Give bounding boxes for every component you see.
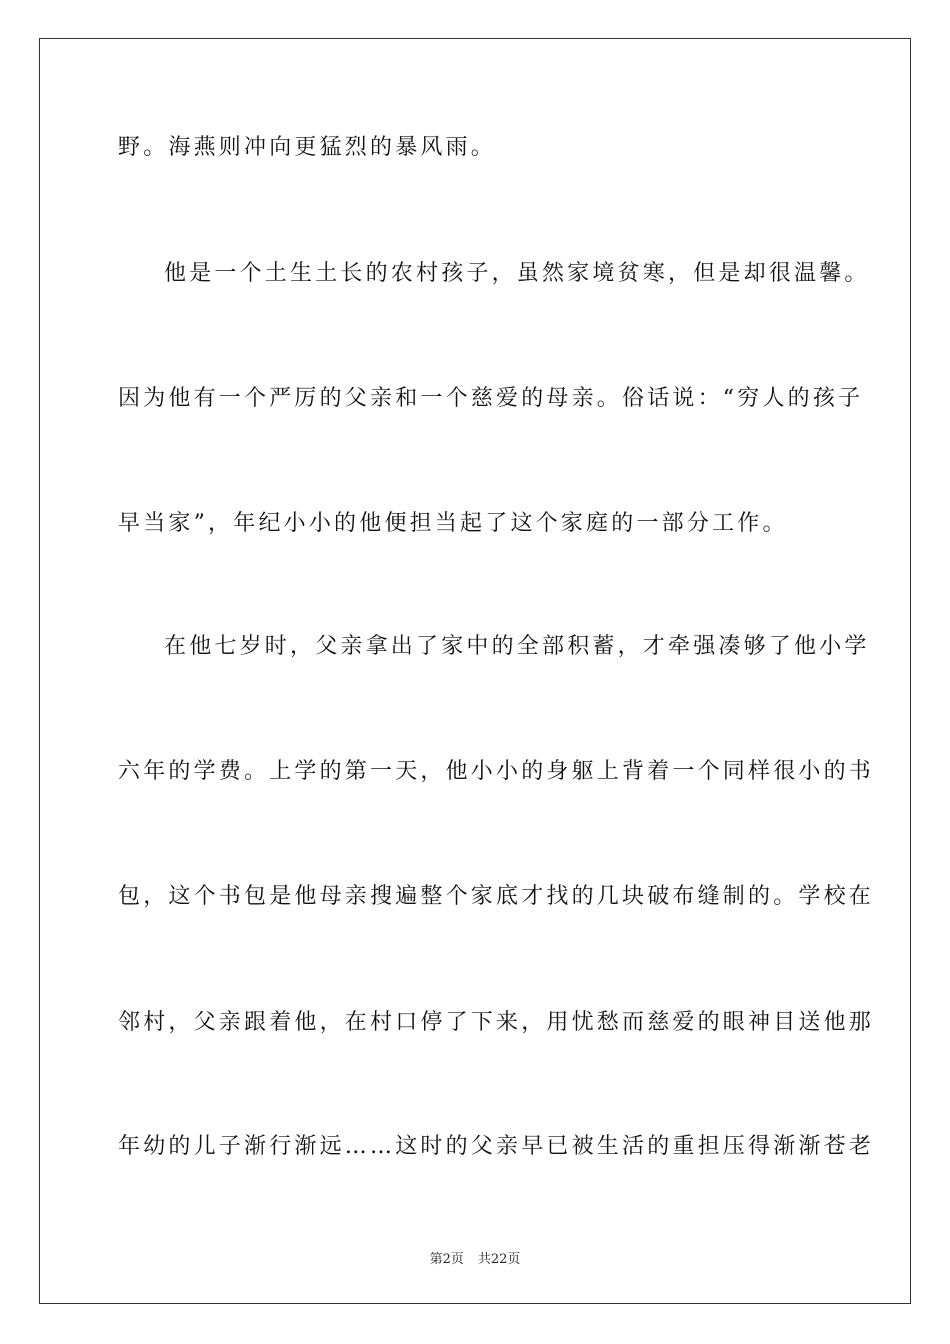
page-total: 共22页 xyxy=(477,1252,521,1267)
page-footer xyxy=(0,1248,950,1267)
text-line-9: 年幼的儿子渐行渐远……这时的父亲早已被生活的重担压得渐渐苍老 xyxy=(118,1134,875,1159)
text-line-7: 包，这个书包是他母亲搜遍整个家底才找的几块破布缝制的。学校在 xyxy=(118,884,875,909)
text-line-1: 野。海燕则冲向更猛烈的暴风雨。 xyxy=(118,135,497,160)
page-border xyxy=(39,38,911,1304)
text-line-4: 早当家”，年纪小小的他便担当起了这个家庭的一部分工作。 xyxy=(118,511,788,536)
text-line-6: 六年的学费。上学的第一天，他小小的身躯上背着一个同样很小的书 xyxy=(118,759,875,784)
text-line-5: 在他七岁时，父亲拿出了家中的全部积蓄，才牵强凑够了他小学 xyxy=(164,634,870,659)
text-line-8: 邻村，父亲跟着他，在村口停了下来，用忧愁而慈爱的眼神目送他那 xyxy=(118,1010,875,1035)
text-line-3: 因为他有一个严厉的父亲和一个慈爱的母亲。俗话说：“穷人的孩子 xyxy=(118,386,864,411)
text-line-2: 他是一个土生土长的农村孩子，虽然家境贫寒，但是却很温馨。 xyxy=(164,261,870,286)
page-number: 第2页 xyxy=(429,1252,464,1267)
